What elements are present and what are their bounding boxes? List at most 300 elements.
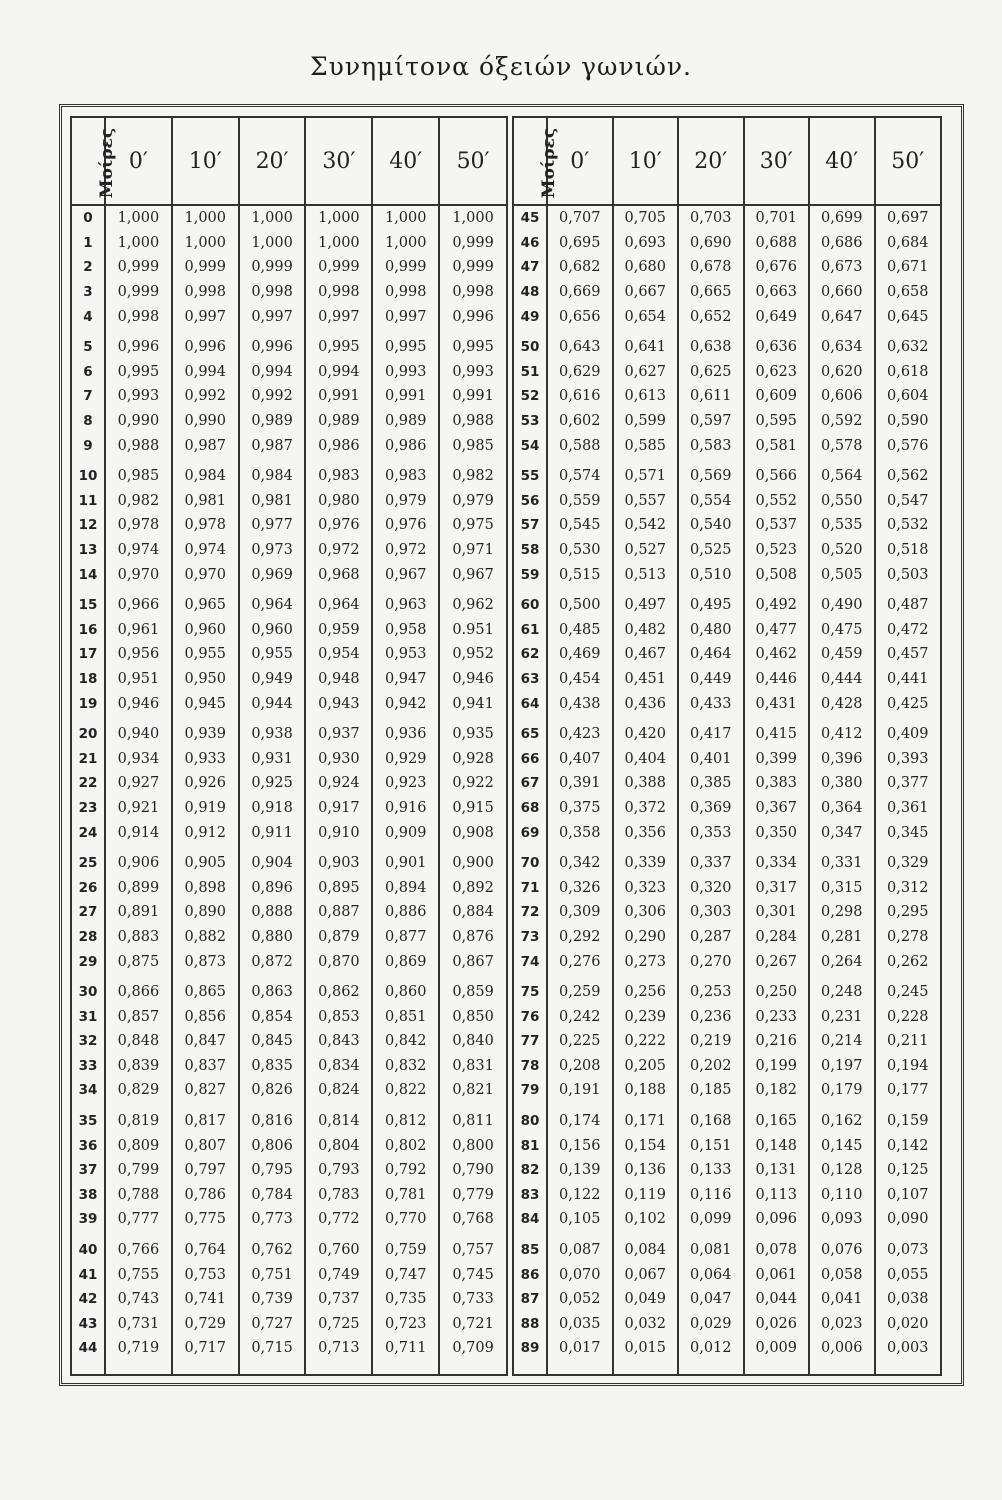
degree-cell: 50 [520,339,540,356]
value-cell: 0,959 [305,618,372,643]
value-cell: 1,000 [239,231,306,256]
value-cell: 0,713 [305,1336,372,1361]
minute-header: 10′ [172,118,239,205]
value-cell: 0,477 [744,618,810,643]
value-cell: 0,125 [875,1158,941,1183]
value-cell: 0,093 [809,1207,875,1232]
table-row [72,1183,506,1208]
value-cell: 0,892 [439,875,506,900]
value-cell: 0,428 [809,691,875,716]
table-row [514,949,940,974]
degree-cell: 71 [520,879,540,896]
value-cell: 0,645 [875,304,941,329]
table-row [514,1336,940,1361]
value-cell: 0,999 [172,255,239,280]
table-row [72,746,506,771]
value-cell: 0,142 [875,1133,941,1158]
value-cell: 0,956 [105,642,172,667]
table-row [514,691,940,716]
value-cell: 0,020 [875,1312,941,1337]
value-cell: 0,998 [439,280,506,305]
value-cell: 0,908 [439,820,506,845]
value-cell: 0,843 [305,1029,372,1054]
value-cell: 0,952 [439,642,506,667]
value-cell: 0,632 [875,329,941,360]
page-title: Συνημίτονα όξειών γωνιών. [310,52,692,81]
value-cell: 0,616 [547,384,613,409]
value-cell: 0,989 [372,409,439,434]
value-cell: 0,955 [239,642,306,667]
value-cell: 0,850 [439,1004,506,1029]
value-cell: 0,191 [547,1078,613,1103]
empty-cell [105,1361,172,1374]
value-cell: 0,835 [239,1054,306,1079]
value-cell: 0,154 [613,1133,679,1158]
degree-cell: 14 [78,566,98,583]
table-row [514,255,940,280]
value-cell: 0,515 [547,562,613,587]
degree-cell: 44 [78,1340,98,1357]
degree-cell: 74 [520,953,540,970]
value-cell: 0,467 [613,642,679,667]
table-row [514,771,940,796]
value-cell: 0,960 [239,618,306,643]
value-cell: 0,922 [439,771,506,796]
value-cell: 0,829 [105,1078,172,1103]
value-cell: 0,044 [744,1287,810,1312]
degree-cell: 28 [78,928,98,945]
value-cell: 0,999 [439,231,506,256]
value-cell: 0,703 [678,205,744,231]
value-cell: 0,990 [172,409,239,434]
value-cell: 0,857 [105,1004,172,1029]
value-cell: 0,179 [809,1078,875,1103]
value-cell: 0,764 [172,1232,239,1263]
value-cell: 0,707 [547,205,613,231]
value-cell: 0,773 [239,1207,306,1232]
value-cell: 0,827 [172,1078,239,1103]
value-cell: 0,966 [105,587,172,618]
table-row [72,642,506,667]
value-cell: 0,102 [613,1207,679,1232]
value-cell: 0,860 [372,974,439,1005]
value-cell: 0,854 [239,1004,306,1029]
value-cell: 0,409 [875,716,941,747]
value-cell: 0,900 [439,845,506,876]
table-row [72,513,506,538]
value-cell: 0,749 [305,1262,372,1287]
value-cell: 0,372 [613,796,679,821]
degree-cell: 42 [78,1291,98,1308]
degree-cell: 17 [78,646,98,663]
value-cell: 0,717 [172,1336,239,1361]
degree-cell: 58 [520,542,540,559]
degree-cell: 2 [83,259,93,276]
value-cell: 0,880 [239,925,306,950]
value-cell: 0,802 [372,1133,439,1158]
value-cell: 0,993 [372,360,439,385]
degree-cell: 82 [520,1162,540,1179]
value-cell: 0,128 [809,1158,875,1183]
value-cell: 0,896 [239,875,306,900]
value-cell: 0,931 [239,746,306,771]
value-cell: 0,469 [547,642,613,667]
value-cell: 0,762 [239,1232,306,1263]
value-cell: 0,627 [613,360,679,385]
value-cell: 0,446 [744,667,810,692]
value-cell: 0,396 [809,746,875,771]
value-cell: 0,751 [239,1262,306,1287]
value-cell: 0,999 [105,280,172,305]
value-cell: 0,133 [678,1158,744,1183]
value-cell: 0,964 [305,587,372,618]
minute-header: 30′ [744,118,810,205]
value-cell: 0,975 [439,513,506,538]
value-cell: 0,520 [809,538,875,563]
value-cell: 0,588 [547,433,613,458]
value-cell: 0,462 [744,642,810,667]
value-cell: 0,863 [239,974,306,1005]
value-cell: 0,530 [547,538,613,563]
degree-cell: 1 [83,234,93,251]
value-cell: 0,695 [547,231,613,256]
value-cell: 0,891 [105,900,172,925]
value-cell: 0,643 [547,329,613,360]
value-cell: 0,949 [239,667,306,692]
table-row [514,304,940,329]
degree-cell: 15 [78,597,98,614]
value-cell: 0,070 [547,1262,613,1287]
degree-cell: 75 [520,984,540,1001]
value-cell: 0,887 [305,900,372,925]
value-cell: 0,654 [613,304,679,329]
value-cell: 0,978 [172,513,239,538]
value-cell: 0,770 [372,1207,439,1232]
value-cell: 0,303 [678,900,744,925]
value-cell: 0,999 [105,255,172,280]
value-cell: 0,872 [239,949,306,974]
value-cell: 0,989 [305,409,372,434]
value-cell: 0,993 [105,384,172,409]
value-cell: 0,425 [875,691,941,716]
degree-cell: 55 [520,468,540,485]
value-cell: 0,987 [172,433,239,458]
value-cell: 0,660 [809,280,875,305]
value-cell: 0,061 [744,1262,810,1287]
value-cell: 0,087 [547,1232,613,1263]
degree-cell: 4 [83,308,93,325]
value-cell: 0,870 [305,949,372,974]
value-cell: 0,680 [613,255,679,280]
degree-cell: 21 [78,750,98,767]
value-cell: 0,199 [744,1054,810,1079]
value-cell: 0,281 [809,925,875,950]
value-cell: 0,928 [439,746,506,771]
table-row [514,796,940,821]
value-cell: 0,821 [439,1078,506,1103]
value-cell: 0,721 [439,1312,506,1337]
value-cell: 0,312 [875,875,941,900]
minute-header: 20′ [239,118,306,205]
value-cell: 0,029 [678,1312,744,1337]
degree-cell: 20 [78,726,98,743]
table-row [72,1158,506,1183]
table-row [514,974,940,1005]
table-row [72,1133,506,1158]
value-cell: 0,856 [172,1004,239,1029]
value-cell: 0,264 [809,949,875,974]
degree-cell: 39 [78,1211,98,1228]
value-cell: 0,988 [439,409,506,434]
degree-cell: 11 [78,492,98,509]
value-cell: 0,876 [439,925,506,950]
table-row [72,845,506,876]
value-cell: 0,233 [744,1004,810,1029]
table-row [514,900,940,925]
value-cell: 0,035 [547,1312,613,1337]
value-cell: 1,000 [305,231,372,256]
value-cell: 0,946 [439,667,506,692]
table-row [72,1312,506,1337]
value-cell: 0,407 [547,746,613,771]
value-cell: 0,225 [547,1029,613,1054]
value-cell: 0,935 [439,716,506,747]
degree-cell: 22 [78,775,98,792]
table-row [514,1207,940,1232]
table-row [514,409,940,434]
degree-header-label: Μοίρες [97,127,118,198]
cosine-table-right [514,118,940,1374]
value-cell: 0,869 [372,949,439,974]
value-cell: 0,974 [172,538,239,563]
value-cell: 0,976 [372,513,439,538]
value-cell: 0,735 [372,1287,439,1312]
value-cell: 0,729 [172,1312,239,1337]
value-cell: 0,641 [613,329,679,360]
value-cell: 0,985 [105,458,172,489]
value-cell: 0,090 [875,1207,941,1232]
value-cell: 0,919 [172,796,239,821]
table-row [514,205,940,231]
value-cell: 0,862 [305,974,372,1005]
empty-cell [72,1361,105,1374]
degree-cell: 51 [520,363,540,380]
value-cell: 0,831 [439,1054,506,1079]
left-table-panel [70,116,508,1376]
table-row [72,231,506,256]
table-row [72,900,506,925]
value-cell: 0,388 [613,771,679,796]
degree-cell: 9 [83,437,93,454]
value-cell: 0,342 [547,845,613,876]
value-cell: 0,819 [105,1103,172,1134]
value-cell: 1,000 [239,205,306,231]
value-cell: 0,809 [105,1133,172,1158]
value-cell: 0,339 [613,845,679,876]
degree-cell: 65 [520,726,540,743]
table-row [72,304,506,329]
value-cell: 0,194 [875,1054,941,1079]
table-row [72,1004,506,1029]
value-cell: 0,122 [547,1183,613,1208]
value-cell: 0,569 [678,458,744,489]
value-cell: 0,865 [172,974,239,1005]
empty-cell [514,1361,547,1374]
value-cell: 0,690 [678,231,744,256]
value-cell: 0,816 [239,1103,306,1134]
value-cell: 0,449 [678,667,744,692]
value-cell: 0,026 [744,1312,810,1337]
value-cell: 0,986 [372,433,439,458]
value-cell: 0,699 [809,205,875,231]
value-cell: 0,205 [613,1054,679,1079]
value-cell: 0,185 [678,1078,744,1103]
value-cell: 0,996 [172,329,239,360]
value-cell: 0,431 [744,691,810,716]
table-row [72,618,506,643]
value-cell: 0,151 [678,1133,744,1158]
value-cell: 0,377 [875,771,941,796]
table-row [72,875,506,900]
value-cell: 0,997 [305,304,372,329]
minute-header: 10′ [613,118,679,205]
value-cell: 0,049 [613,1287,679,1312]
table-row [514,562,940,587]
empty-cell [678,1361,744,1374]
value-cell: 0,171 [613,1103,679,1134]
value-cell: 0,329 [875,845,941,876]
value-cell: 0,811 [439,1103,506,1134]
value-cell: 0,380 [809,771,875,796]
value-cell: 0,981 [172,489,239,514]
value-cell: 0,940 [105,716,172,747]
value-cell: 0,946 [105,691,172,716]
value-cell: 0,665 [678,280,744,305]
value-cell: 0,009 [744,1336,810,1361]
value-cell: 0,923 [372,771,439,796]
value-cell: 0,236 [678,1004,744,1029]
value-cell: 0,739 [239,1287,306,1312]
value-cell: 0,884 [439,900,506,925]
value-cell: 0,559 [547,489,613,514]
value-cell: 0,853 [305,1004,372,1029]
value-cell: 0,976 [305,513,372,538]
degree-cell: 56 [520,492,540,509]
value-cell: 0,999 [239,255,306,280]
value-cell: 0,837 [172,1054,239,1079]
value-cell: 0,347 [809,820,875,845]
table-row [514,384,940,409]
value-cell: 0,564 [809,458,875,489]
degree-cell: 7 [83,388,93,405]
value-cell: 0,676 [744,255,810,280]
value-cell: 0,898 [172,875,239,900]
value-cell: 0,663 [744,280,810,305]
value-cell: 0,745 [439,1262,506,1287]
value-cell: 0,753 [172,1262,239,1287]
degree-cell: 76 [520,1008,540,1025]
value-cell: 0,972 [305,538,372,563]
value-cell: 0,727 [239,1312,306,1337]
value-cell: 1,000 [372,231,439,256]
table-row [514,845,940,876]
value-cell: 0,116 [678,1183,744,1208]
table-row [72,1262,506,1287]
value-cell: 0,433 [678,691,744,716]
value-cell: 0,973 [239,538,306,563]
value-cell: 0,875 [105,949,172,974]
value-cell: 0,542 [613,513,679,538]
value-cell: 0,492 [744,587,810,618]
value-cell: 0,711 [372,1336,439,1361]
value-cell: 0,967 [439,562,506,587]
value-cell: 0,981 [239,489,306,514]
value-cell: 0,345 [875,820,941,845]
value-cell: 0,334 [744,845,810,876]
value-cell: 0,613 [613,384,679,409]
value-cell: 0,673 [809,255,875,280]
value-cell: 0,099 [678,1207,744,1232]
degree-cell: 26 [78,879,98,896]
degree-cell: 63 [520,670,540,687]
value-cell: 0,983 [372,458,439,489]
table-row [72,1054,506,1079]
degree-cell: 84 [520,1211,540,1228]
table-row [72,820,506,845]
value-cell: 0,592 [809,409,875,434]
value-cell: 0,096 [744,1207,810,1232]
value-cell: 0,954 [305,642,372,667]
value-cell: 0,669 [547,280,613,305]
table-row [72,409,506,434]
value-cell: 0,741 [172,1287,239,1312]
value-cell: 0,084 [613,1232,679,1263]
value-cell: 0,995 [372,329,439,360]
value-cell: 1,000 [439,205,506,231]
value-cell: 0,757 [439,1232,506,1263]
value-cell: 0,404 [613,746,679,771]
value-cell: 0,038 [875,1287,941,1312]
value-cell: 0,015 [613,1336,679,1361]
value-cell: 0,848 [105,1029,172,1054]
value-cell: 0,759 [372,1232,439,1263]
value-cell: 0,295 [875,900,941,925]
value-cell: 0,562 [875,458,941,489]
minute-header: 0′ [105,118,172,205]
value-cell: 0,924 [305,771,372,796]
value-cell: 0,464 [678,642,744,667]
value-cell: 0,064 [678,1262,744,1287]
value-cell: 0,480 [678,618,744,643]
value-cell: 0,797 [172,1158,239,1183]
value-cell: 0,188 [613,1078,679,1103]
value-cell: 0,222 [613,1029,679,1054]
table-row [514,1004,940,1029]
empty-cell [239,1361,306,1374]
value-cell: 0,996 [239,329,306,360]
value-cell: 0,912 [172,820,239,845]
empty-cell [547,1361,613,1374]
table-row [72,489,506,514]
value-cell: 0,585 [613,433,679,458]
value-cell: 0,997 [172,304,239,329]
value-cell: 0,256 [613,974,679,1005]
value-cell: 0,948 [305,667,372,692]
value-cell: 0,995 [105,360,172,385]
value-cell: 0,951 [105,667,172,692]
value-cell: 0,768 [439,1207,506,1232]
value-cell: 0,331 [809,845,875,876]
